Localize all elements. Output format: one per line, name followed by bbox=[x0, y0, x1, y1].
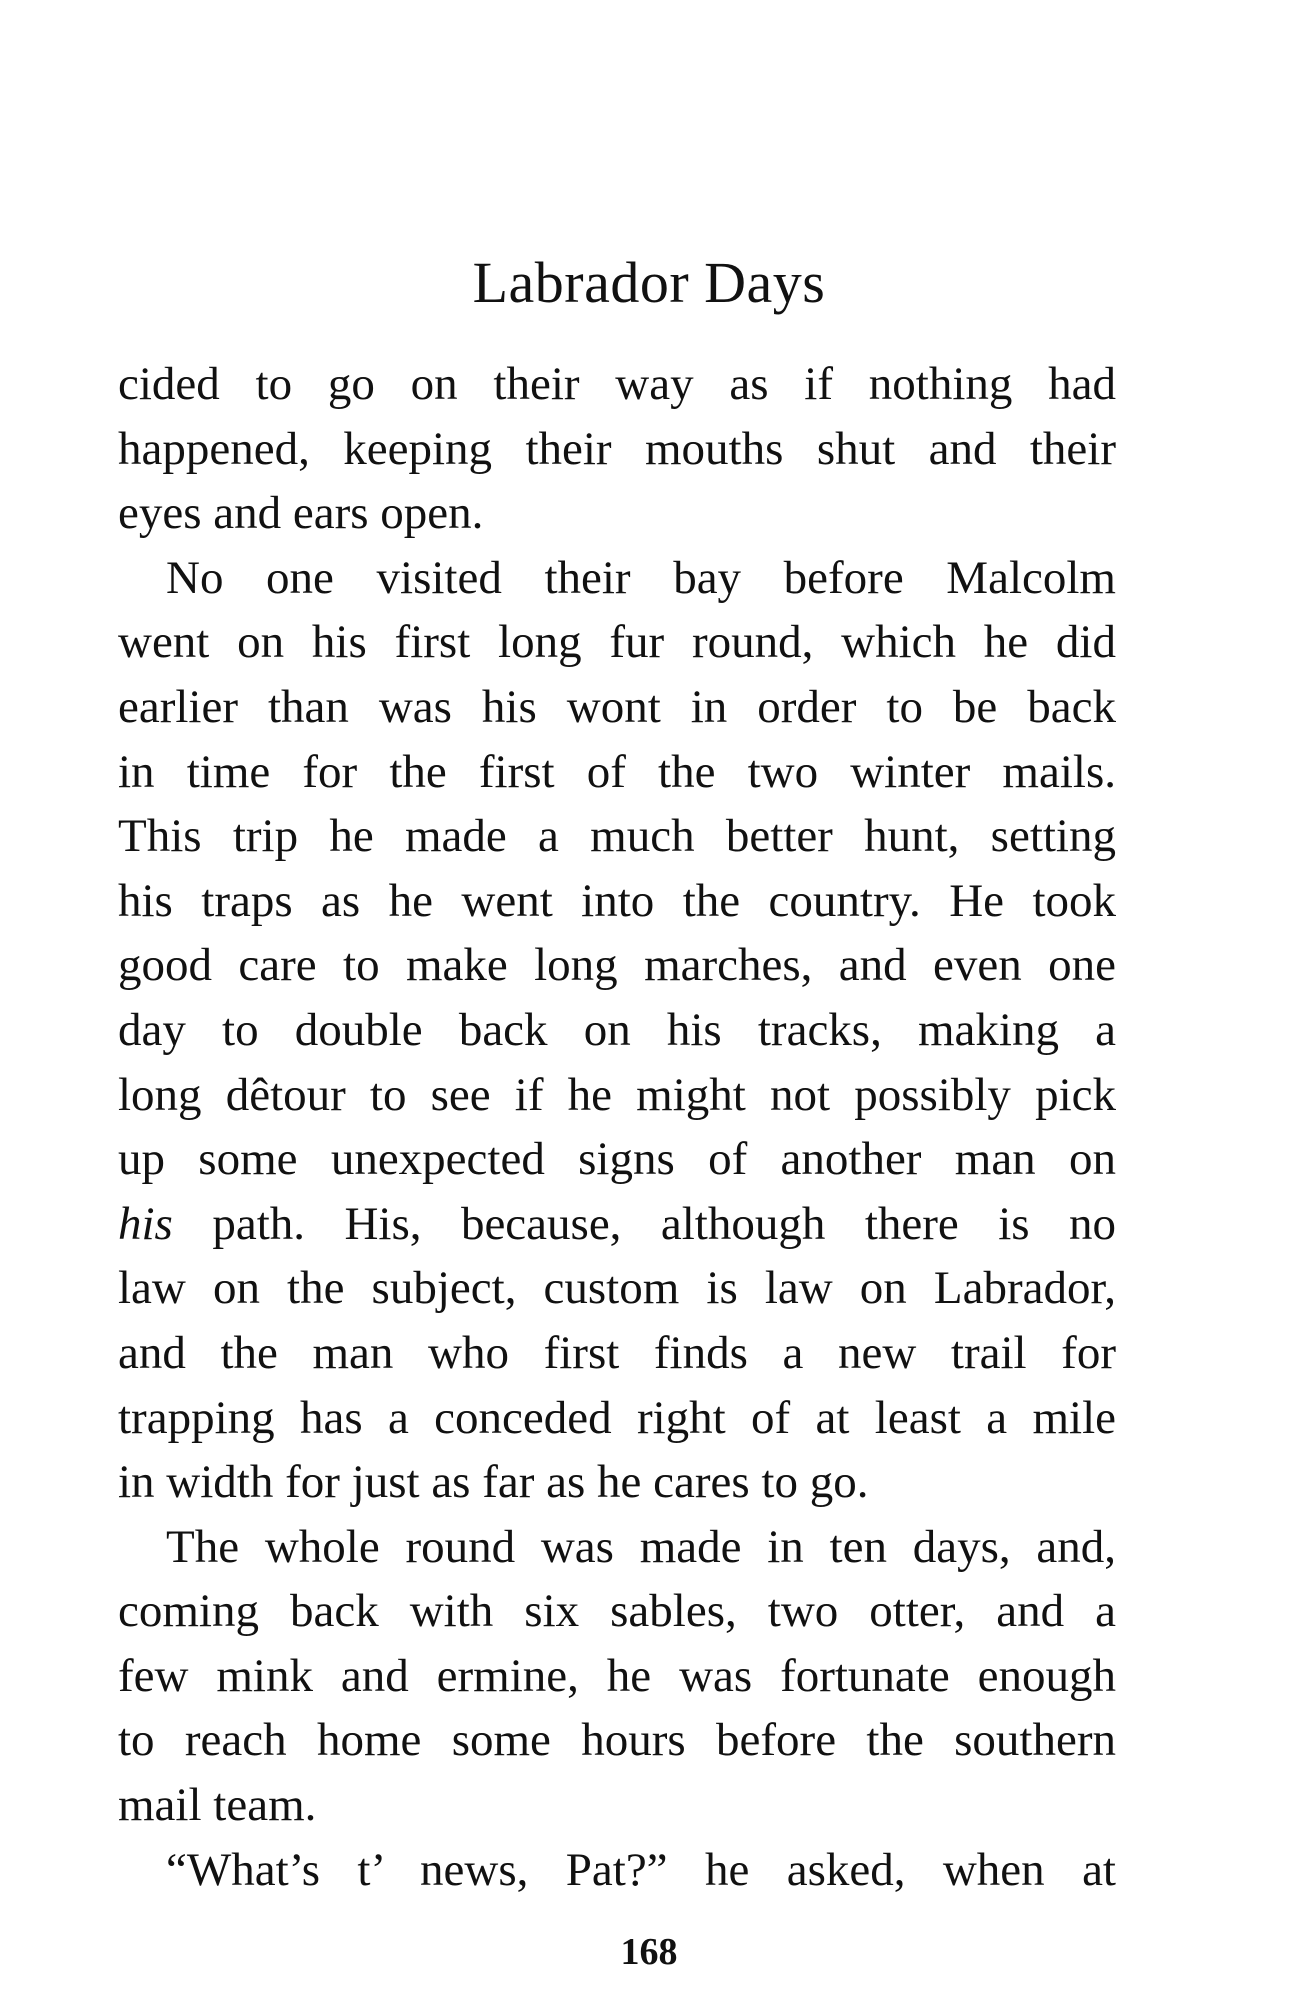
text-line: day to double back on his tracks, making a bbox=[118, 1003, 1116, 1056]
paragraph bbox=[118, 546, 1116, 1515]
paragraph bbox=[118, 1515, 1116, 1838]
italic-word: his bbox=[118, 1197, 173, 1250]
text-line-with-italic bbox=[118, 1192, 1116, 1257]
text-line-rest: path. His, because, although there is no bbox=[212, 1197, 1117, 1250]
text-line: and the man who first finds a new trail for bbox=[118, 1326, 1116, 1379]
text-line: in time for the first of the two winter mails. bbox=[118, 745, 1116, 798]
text-line: long dêtour to see if he might not possibly pick bbox=[118, 1068, 1116, 1121]
text-line: went on his first long fur round, which he did bbox=[118, 616, 1116, 669]
text-line: his traps as he went into the country. He took bbox=[118, 874, 1116, 927]
page-number: 168 bbox=[620, 1931, 678, 1973]
paragraph bbox=[118, 1838, 1116, 1903]
text-line: The whole round was made in ten days, and, bbox=[166, 1520, 1116, 1573]
text-line: happened, keeping their mouths shut and their bbox=[118, 422, 1116, 475]
text-line: in width for just as far as he cares to go. bbox=[118, 1456, 869, 1509]
text-line: few mink and ermine, he was fortunate enough bbox=[118, 1649, 1116, 1702]
text-line: No one visited their bay before Malcolm bbox=[166, 551, 1116, 604]
text-line: eyes and ears open. bbox=[118, 487, 484, 540]
text-line: good care to make long marches, and even one bbox=[118, 939, 1116, 992]
text-line: cided to go on their way as if nothing had bbox=[118, 358, 1116, 410]
text-line: coming back with six sables, two otter, and a bbox=[118, 1585, 1116, 1638]
running-header: Labrador Days bbox=[472, 250, 826, 315]
paragraph bbox=[118, 352, 1116, 546]
page-body-text bbox=[118, 352, 1116, 1902]
text-line: mail team. bbox=[118, 1779, 317, 1832]
text-line: “What’s t’ news, Pat?” he asked, when at bbox=[166, 1843, 1116, 1896]
text-line: to reach home some hours before the southern bbox=[118, 1714, 1116, 1767]
text-line: up some unexpected signs of another man on bbox=[118, 1133, 1116, 1186]
text-line: law on the subject, custom is law on Labrador, bbox=[118, 1262, 1116, 1315]
text-line: trapping has a conceded right of at least a mile bbox=[118, 1391, 1116, 1444]
text-line: This trip he made a much better hunt, setting bbox=[118, 810, 1116, 863]
text-line: earlier than was his wont in order to be back bbox=[118, 680, 1116, 733]
